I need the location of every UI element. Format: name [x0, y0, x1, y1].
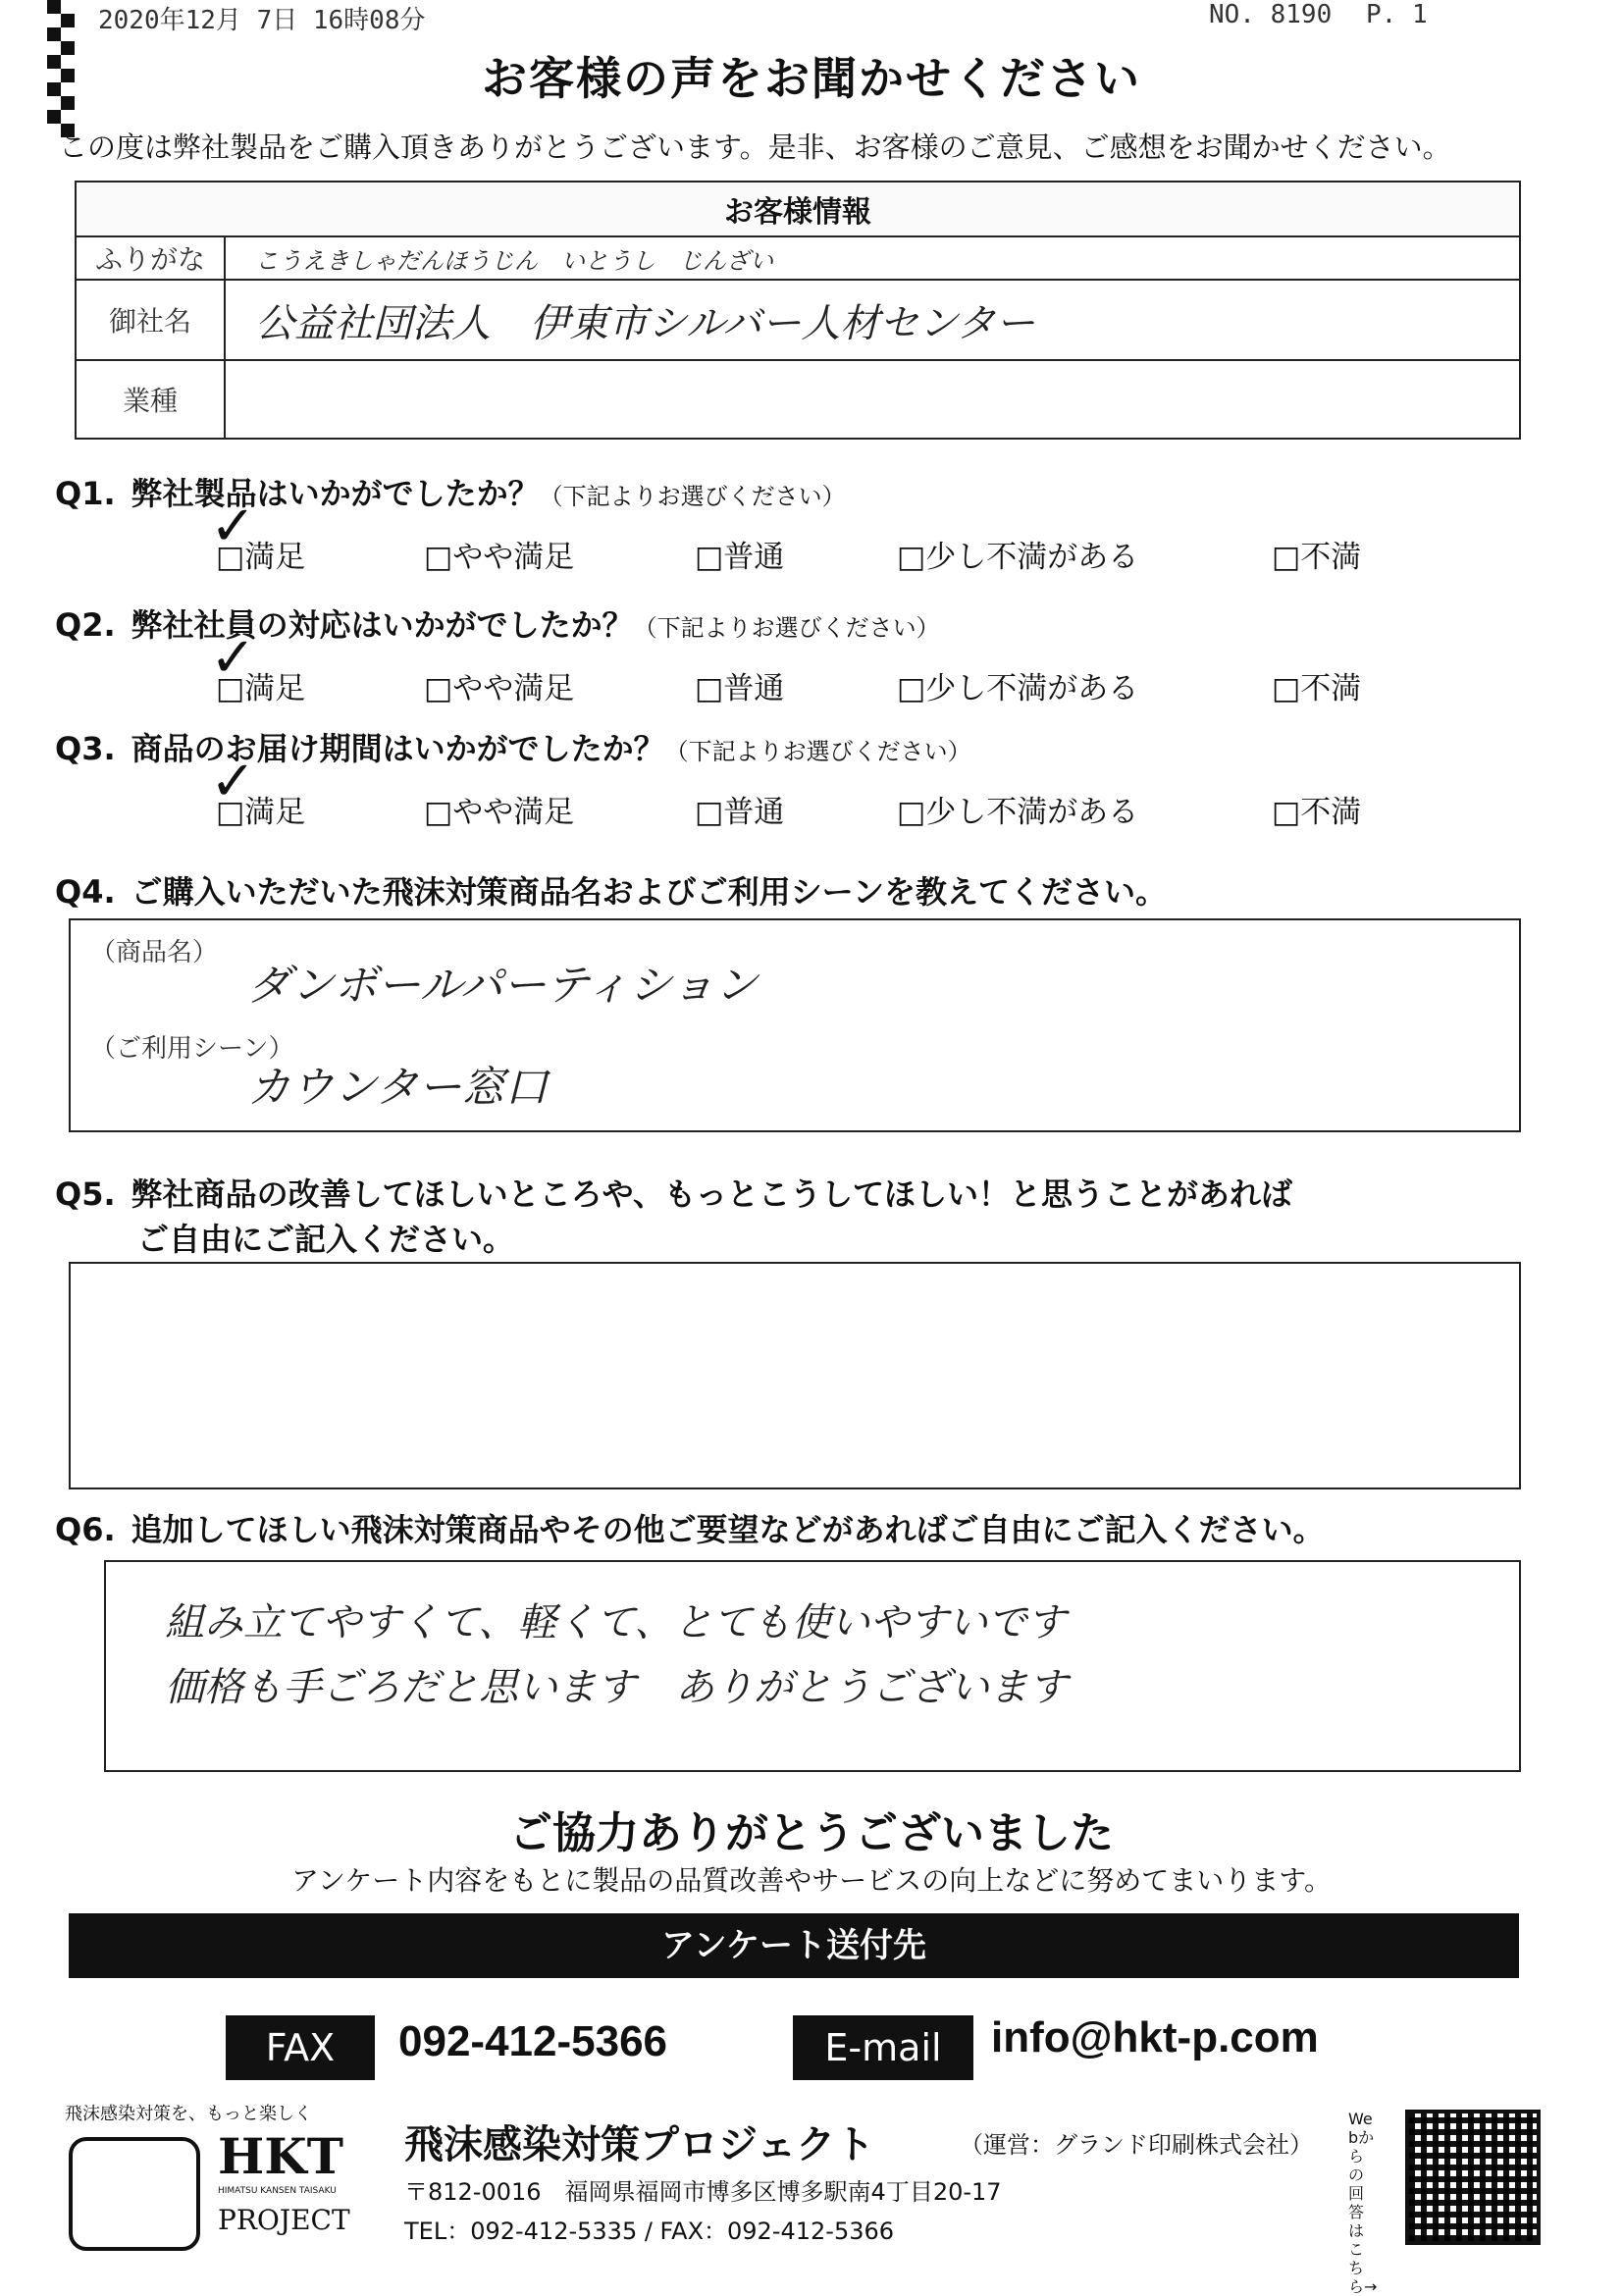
q1-hint: （下記よりお選びください）	[539, 483, 846, 510]
q1-option-dissatisfied[interactable]: □不満	[1272, 540, 1362, 575]
q2-number: Q2.	[55, 606, 116, 644]
org-operator: （運営：グランド印刷株式会社）	[960, 2131, 1313, 2159]
q3-number: Q3.	[55, 730, 116, 767]
q4-answer-box[interactable]	[69, 918, 1521, 1132]
q2-option-somewhat-satisfied[interactable]: □やや満足	[424, 671, 575, 706]
q2-question	[55, 600, 940, 646]
q3-option-dissatisfied[interactable]: □不満	[1272, 795, 1362, 830]
fax-number-value[interactable]: 092-412-5366	[398, 2017, 668, 2065]
q2-option-slightly-dissatisfied[interactable]: □少し不満がある	[897, 671, 1139, 706]
q2-option-dissatisfied[interactable]: □不満	[1272, 671, 1362, 706]
q6-answer-line2: 価格も手ごろだと思います ありがとうございます	[165, 1665, 1068, 1710]
q6-answer-box[interactable]	[104, 1560, 1521, 1772]
q2-option-normal[interactable]: □普通	[695, 671, 785, 706]
q1-option-slightly-dissatisfied[interactable]: □少し不満がある	[897, 540, 1139, 575]
q5-line1: 弊社商品の改善してほしいところや、もっとこうしてほしい！と思うことがあれば	[131, 1175, 1292, 1213]
q3-checkmark-icon: ✓	[210, 750, 256, 813]
thanks-heading: ご協力ありがとうございました	[509, 1808, 1114, 1858]
q4-question	[55, 867, 1167, 913]
fax-number: NO. 8190	[1209, 0, 1333, 29]
q4-product-value: ダンボールパーティション	[247, 961, 759, 1011]
q3-option-somewhat-satisfied[interactable]: □やや満足	[424, 795, 575, 830]
intro-text: この度は弊社製品をご購入頂きありがとうございます。是非、お客様のご意見、ご感想をお聞かせください。	[59, 130, 1451, 164]
q3-option-slightly-dissatisfied[interactable]: □少し不満がある	[897, 795, 1139, 830]
q5-answer-box[interactable]	[69, 1262, 1521, 1489]
q1-checkmark-icon: ✓	[210, 495, 256, 558]
q3-option-normal[interactable]: □普通	[695, 795, 785, 830]
q1-text: 弊社製品はいかがでしたか？	[131, 475, 540, 512]
q4-text: ご購入いただいた飛沫対策商品名およびご利用シーンを教えてください。	[131, 873, 1167, 911]
q3-text: 商品のお届け期間はいかがでしたか？	[131, 730, 665, 767]
q6-question	[55, 1505, 1325, 1550]
logo-sub: HIMATSU KANSEN TAISAKU	[218, 2186, 337, 2196]
fax-datetime: 2020年12月 7日 16時08分	[98, 6, 426, 35]
web-note: Webからの回答はこちら→	[1348, 2110, 1378, 2296]
fax-label: FAX	[226, 2015, 375, 2080]
q1-option-somewhat-satisfied[interactable]: □やや満足	[424, 540, 575, 575]
q3-question	[55, 724, 971, 769]
q1-number: Q1.	[55, 475, 116, 512]
industry-field[interactable]	[225, 360, 1520, 439]
q2-hint: （下記よりお選びください）	[633, 614, 940, 642]
q5-number: Q5.	[55, 1175, 116, 1213]
industry-label: 業種	[76, 360, 225, 439]
q4-scene-value: カウンター窓口	[247, 1063, 549, 1113]
logo-project: PROJECT	[218, 2204, 350, 2236]
q1-question	[55, 469, 846, 514]
org-name: 飛沫感染対策プロジェクト	[404, 2122, 875, 2167]
company-field[interactable]: 公益社団法人 伊東市シルバー人材センター	[225, 280, 1520, 360]
q1-option-satisfied[interactable]: □満足	[216, 540, 306, 575]
q2-text: 弊社社員の対応はいかがでしたか？	[131, 606, 634, 644]
customer-info-header: お客様情報	[76, 182, 1520, 236]
fax-page: P. 1	[1366, 0, 1428, 29]
furigana-label: ふりがな	[76, 236, 225, 280]
q1-option-normal[interactable]: □普通	[695, 540, 785, 575]
furigana-field[interactable]: こうえきしゃだんほうじん いとうし じんざい	[225, 236, 1520, 280]
q2-checkmark-icon: ✓	[210, 626, 256, 690]
q4-scene-label: （ご利用シーン）	[90, 1034, 294, 1064]
hkt-logo-icon	[69, 2137, 200, 2251]
send-to-header: アンケート送付先	[69, 1913, 1519, 1978]
company-label: 御社名	[76, 280, 225, 360]
org-tel-fax: TEL：092-412-5335 / FAX：092-412-5366	[404, 2218, 895, 2245]
thanks-subtext: アンケート内容をもとに製品の品質改善やサービスの向上などに努めてまいります。	[290, 1864, 1333, 1897]
q3-option-satisfied[interactable]: □満足	[216, 795, 306, 830]
org-address: 〒812-0016 福岡県福岡市博多区博多駅南4丁目20-17	[404, 2178, 1002, 2206]
q4-number: Q4.	[55, 873, 116, 911]
q5-question	[55, 1170, 1292, 1215]
qr-code-icon[interactable]	[1405, 2110, 1541, 2245]
q2-option-satisfied[interactable]: □満足	[216, 671, 306, 706]
logo-main: HKT	[218, 2127, 343, 2185]
customer-info-table	[75, 181, 1521, 440]
email-label: E-mail	[793, 2015, 973, 2080]
q6-text: 追加してほしい飛沫対策商品やその他ご要望などがあればご自由にご記入ください。	[131, 1511, 1325, 1548]
q3-hint: （下記よりお選びください）	[664, 738, 971, 765]
q5-line2: ご自由にご記入ください。	[137, 1221, 515, 1258]
page-title: お客様の声をお聞かせください	[482, 52, 1141, 105]
q4-product-label: （商品名）	[90, 938, 219, 967]
footer-tagline: 飛沫感染対策を、もっと楽しく	[65, 2104, 312, 2124]
q6-number: Q6.	[55, 1511, 116, 1548]
q6-answer-line1: 組み立てやすくて、軽くて、とても使いやすいです	[165, 1600, 1067, 1645]
email-value[interactable]: info@hkt-p.com	[991, 2013, 1319, 2061]
